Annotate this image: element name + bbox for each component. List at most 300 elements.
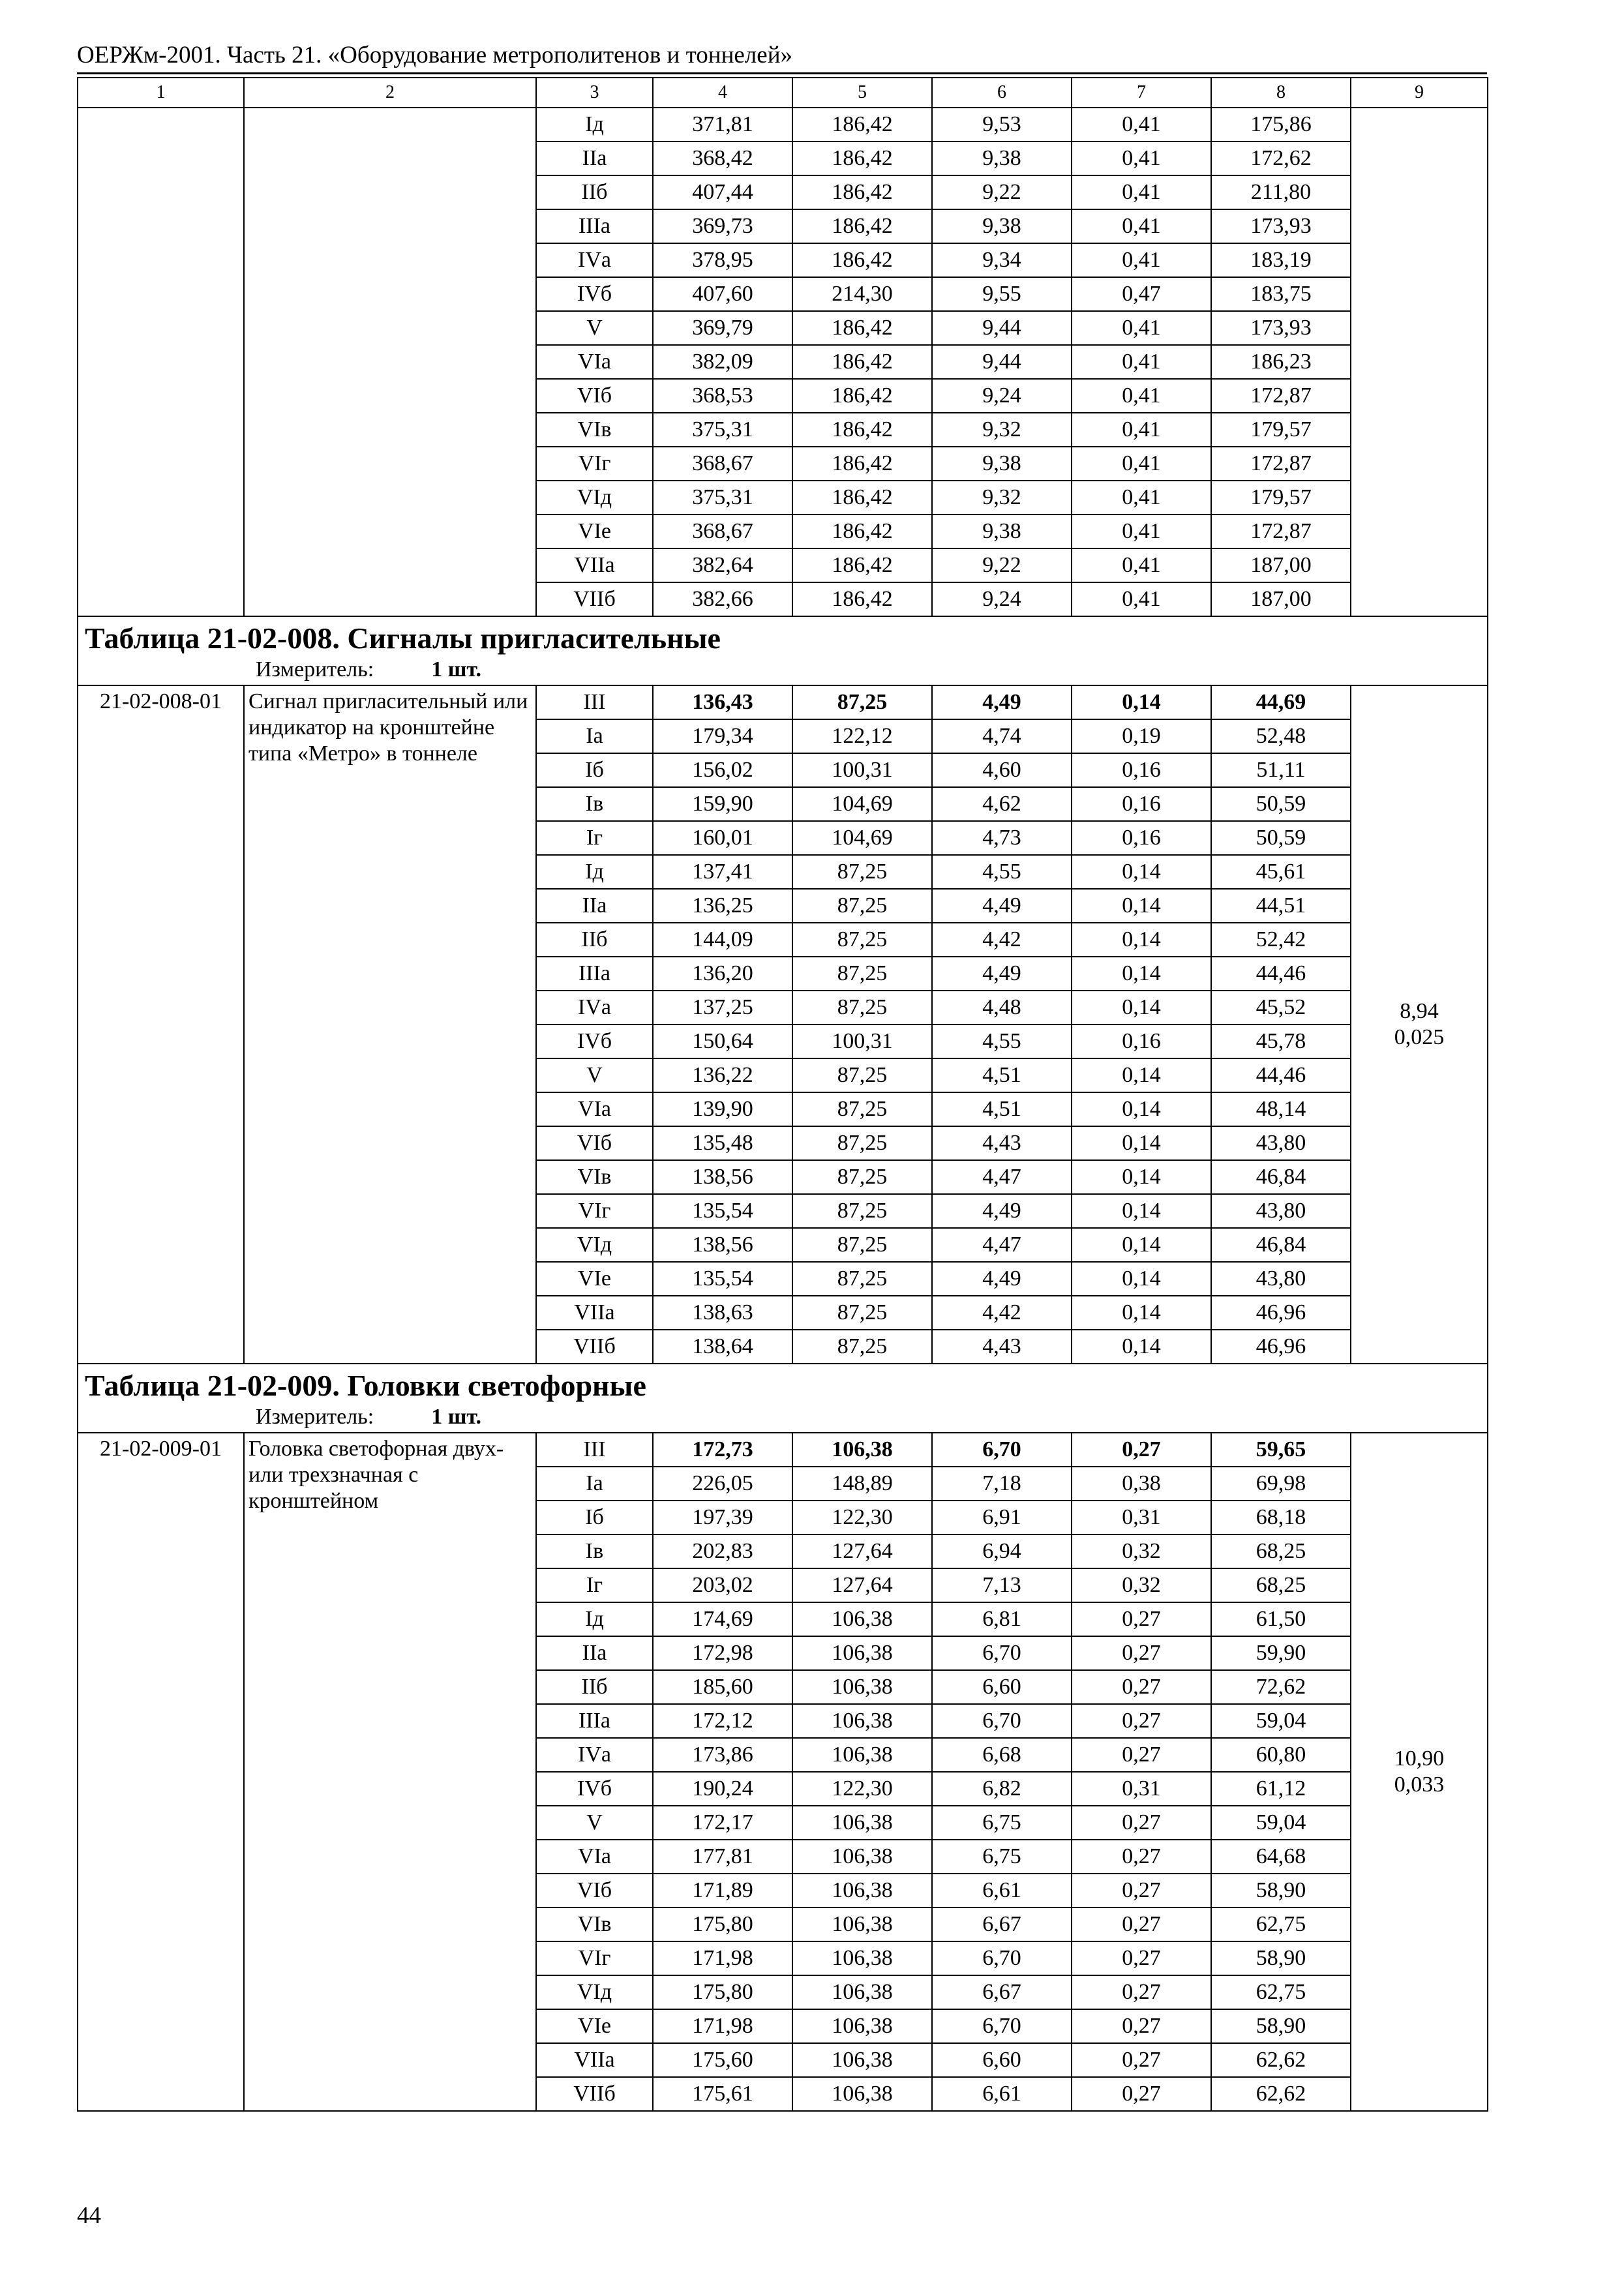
value-cell: 69,98	[1211, 1467, 1351, 1501]
value-cell: 368,67	[653, 447, 792, 481]
value-cell: 171,98	[653, 1941, 792, 1975]
value-cell: 136,22	[653, 1058, 792, 1092]
value-cell: 9,53	[932, 108, 1072, 142]
value-cell: 50,59	[1211, 821, 1351, 855]
value-cell: 187,00	[1211, 582, 1351, 616]
value-cell: 61,12	[1211, 1772, 1351, 1806]
zone-cell: IIа	[536, 889, 653, 923]
value-cell: 185,60	[653, 1670, 792, 1704]
zone-cell: V	[536, 311, 653, 345]
value-cell: 44,51	[1211, 889, 1351, 923]
value-cell: 59,90	[1211, 1636, 1351, 1670]
value-cell: 368,53	[653, 379, 792, 413]
value-cell: 0,14	[1072, 1092, 1211, 1126]
column-number: 9	[1351, 78, 1488, 108]
value-cell: 45,78	[1211, 1025, 1351, 1058]
value-cell: 6,75	[932, 1840, 1072, 1874]
value-cell: 0,27	[1072, 1975, 1211, 2009]
value-cell: 150,64	[653, 1025, 792, 1058]
column-number: 6	[932, 78, 1072, 108]
value-cell: 9,38	[932, 142, 1072, 175]
value-cell: 186,42	[792, 582, 932, 616]
value-cell: 0,27	[1072, 2009, 1211, 2043]
value-cell: 106,38	[792, 2043, 932, 2077]
value-cell: 6,94	[932, 1534, 1072, 1568]
zone-cell: IIа	[536, 1636, 653, 1670]
value-cell: 0,14	[1072, 1058, 1211, 1092]
extra-value: 10,90	[1394, 1746, 1445, 1771]
zone-cell: IIб	[536, 175, 653, 209]
value-cell: 211,80	[1211, 175, 1351, 209]
zone-cell: V	[536, 1806, 653, 1840]
extra-value: 0,025	[1394, 1025, 1445, 1049]
value-cell: 137,25	[653, 991, 792, 1025]
value-cell: 6,91	[932, 1501, 1072, 1534]
value-cell: 59,04	[1211, 1704, 1351, 1738]
value-cell: 9,22	[932, 175, 1072, 209]
value-cell: 136,20	[653, 957, 792, 991]
value-cell: 0,14	[1072, 855, 1211, 889]
value-cell: 64,68	[1211, 1840, 1351, 1874]
value-cell: 44,46	[1211, 1058, 1351, 1092]
value-cell: 179,34	[653, 719, 792, 753]
value-cell: 175,86	[1211, 108, 1351, 142]
value-cell: 9,44	[932, 311, 1072, 345]
value-cell: 183,75	[1211, 277, 1351, 311]
value-cell: 62,62	[1211, 2043, 1351, 2077]
value-cell: 9,22	[932, 548, 1072, 582]
value-cell: 407,44	[653, 175, 792, 209]
value-cell: 203,02	[653, 1568, 792, 1602]
value-cell: 0,14	[1072, 1296, 1211, 1330]
value-cell: 87,25	[792, 923, 932, 957]
value-cell: 44,46	[1211, 957, 1351, 991]
value-cell: 186,42	[792, 481, 932, 515]
zone-cell: IVб	[536, 277, 653, 311]
zone-cell: VIа	[536, 1092, 653, 1126]
value-cell: 9,32	[932, 413, 1072, 447]
value-cell: 45,52	[1211, 991, 1351, 1025]
value-cell: 0,41	[1072, 142, 1211, 175]
value-cell: 0,27	[1072, 1433, 1211, 1467]
zone-cell: III	[536, 685, 653, 719]
value-cell: 58,90	[1211, 1941, 1351, 1975]
zone-cell: Iа	[536, 1467, 653, 1501]
value-cell: 179,57	[1211, 481, 1351, 515]
value-cell: 104,69	[792, 821, 932, 855]
table-title: Таблица 21-02-008. Сигналы пригласительные	[85, 621, 721, 655]
value-cell: 6,70	[932, 1704, 1072, 1738]
column-number: 8	[1211, 78, 1351, 108]
value-cell: 0,41	[1072, 515, 1211, 548]
value-cell: 6,60	[932, 1670, 1072, 1704]
value-cell: 382,64	[653, 548, 792, 582]
value-cell: 186,42	[792, 345, 932, 379]
value-cell: 187,00	[1211, 548, 1351, 582]
value-cell: 87,25	[792, 1058, 932, 1092]
value-cell: 0,16	[1072, 1025, 1211, 1058]
extra-cell	[1351, 1433, 1488, 2111]
value-cell: 4,42	[932, 1296, 1072, 1330]
code-cell: 21-02-009-01	[78, 1433, 244, 2111]
value-cell: 0,16	[1072, 753, 1211, 787]
value-cell: 106,38	[792, 1602, 932, 1636]
zone-cell: VIв	[536, 1160, 653, 1194]
value-cell: 4,49	[932, 957, 1072, 991]
value-cell: 0,27	[1072, 1908, 1211, 1941]
value-cell: 6,81	[932, 1602, 1072, 1636]
value-cell: 72,62	[1211, 1670, 1351, 1704]
zone-cell: IVб	[536, 1025, 653, 1058]
value-cell: 172,87	[1211, 447, 1351, 481]
value-cell: 0,27	[1072, 2077, 1211, 2111]
column-number: 4	[653, 78, 792, 108]
value-cell: 172,98	[653, 1636, 792, 1670]
zone-cell: Iв	[536, 787, 653, 821]
value-cell: 59,65	[1211, 1433, 1351, 1467]
extra-value: 0,033	[1394, 1773, 1445, 1797]
value-cell: 0,14	[1072, 1126, 1211, 1160]
value-cell: 226,05	[653, 1467, 792, 1501]
value-cell: 0,27	[1072, 1704, 1211, 1738]
zone-cell: Iд	[536, 1602, 653, 1636]
value-cell: 0,32	[1072, 1568, 1211, 1602]
value-cell: 106,38	[792, 1738, 932, 1772]
value-cell: 6,70	[932, 1636, 1072, 1670]
zone-cell: VIд	[536, 1228, 653, 1262]
value-cell: 9,34	[932, 243, 1072, 277]
value-cell: 7,18	[932, 1467, 1072, 1501]
value-cell: 139,90	[653, 1092, 792, 1126]
value-cell: 87,25	[792, 1126, 932, 1160]
value-cell: 144,09	[653, 923, 792, 957]
value-cell: 6,68	[932, 1738, 1072, 1772]
value-cell: 122,30	[792, 1501, 932, 1534]
zone-cell: Iб	[536, 1501, 653, 1534]
zone-cell: IIIа	[536, 209, 653, 243]
value-cell: 0,41	[1072, 413, 1211, 447]
value-cell: 87,25	[792, 1160, 932, 1194]
value-cell: 87,25	[792, 1092, 932, 1126]
value-cell: 9,44	[932, 345, 1072, 379]
value-cell: 122,30	[792, 1772, 932, 1806]
zone-cell: IVа	[536, 991, 653, 1025]
value-cell: 4,43	[932, 1126, 1072, 1160]
value-cell: 9,24	[932, 379, 1072, 413]
unit-value: 1 шт.	[431, 657, 482, 681]
value-cell: 172,73	[653, 1433, 792, 1467]
value-cell: 106,38	[792, 1704, 932, 1738]
value-cell: 0,14	[1072, 923, 1211, 957]
value-cell: 61,50	[1211, 1602, 1351, 1636]
value-cell: 0,47	[1072, 277, 1211, 311]
unit-line	[85, 657, 1481, 682]
value-cell: 60,80	[1211, 1738, 1351, 1772]
value-cell: 4,49	[932, 1194, 1072, 1228]
value-cell: 175,80	[653, 1975, 792, 2009]
column-numbers-row	[78, 78, 1488, 108]
value-cell: 0,27	[1072, 1941, 1211, 1975]
value-cell: 0,27	[1072, 1874, 1211, 1908]
table-row	[78, 108, 1488, 142]
zone-cell: VIе	[536, 515, 653, 548]
value-cell: 0,41	[1072, 345, 1211, 379]
value-cell: 4,43	[932, 1330, 1072, 1364]
value-cell: 190,24	[653, 1772, 792, 1806]
value-cell: 106,38	[792, 2009, 932, 2043]
value-cell: 0,27	[1072, 1806, 1211, 1840]
value-cell: 136,43	[653, 685, 792, 719]
value-cell: 6,60	[932, 2043, 1072, 2077]
extra-cell	[1351, 685, 1488, 1364]
value-cell: 4,49	[932, 685, 1072, 719]
section-header	[78, 616, 1488, 685]
value-cell: 46,84	[1211, 1160, 1351, 1194]
value-cell: 4,62	[932, 787, 1072, 821]
value-cell: 375,31	[653, 413, 792, 447]
value-cell: 174,69	[653, 1602, 792, 1636]
table-row	[78, 685, 1488, 719]
extra-value: 8,94	[1400, 999, 1439, 1023]
value-cell: 0,14	[1072, 685, 1211, 719]
value-cell: 382,09	[653, 345, 792, 379]
value-cell: 375,31	[653, 481, 792, 515]
value-cell: 382,66	[653, 582, 792, 616]
zone-cell: VIIа	[536, 1296, 653, 1330]
value-cell: 45,61	[1211, 855, 1351, 889]
value-cell: 106,38	[792, 1433, 932, 1467]
value-cell: 106,38	[792, 2077, 932, 2111]
code-cell: 21-02-008-01	[78, 685, 244, 1364]
price-table	[77, 77, 1488, 2112]
column-number: 5	[792, 78, 932, 108]
table-title: Таблица 21-02-009. Головки светофорные	[85, 1369, 646, 1402]
zone-cell: VIIб	[536, 582, 653, 616]
value-cell: 59,04	[1211, 1806, 1351, 1840]
column-number: 7	[1072, 78, 1211, 108]
value-cell: 4,55	[932, 855, 1072, 889]
zone-cell: Iа	[536, 719, 653, 753]
value-cell: 106,38	[792, 1941, 932, 1975]
value-cell: 6,61	[932, 1874, 1072, 1908]
value-cell: 68,25	[1211, 1534, 1351, 1568]
value-cell: 87,25	[792, 1194, 932, 1228]
section-header-row	[78, 616, 1488, 685]
value-cell: 0,27	[1072, 1840, 1211, 1874]
value-cell: 106,38	[792, 1840, 932, 1874]
value-cell: 159,90	[653, 787, 792, 821]
value-cell: 62,75	[1211, 1908, 1351, 1941]
zone-cell: Iд	[536, 108, 653, 142]
value-cell: 0,41	[1072, 379, 1211, 413]
value-cell: 62,62	[1211, 2077, 1351, 2111]
zone-cell: VIг	[536, 447, 653, 481]
value-cell: 46,84	[1211, 1228, 1351, 1262]
value-cell: 0,19	[1072, 719, 1211, 753]
zone-cell: Iг	[536, 821, 653, 855]
column-number: 1	[78, 78, 244, 108]
value-cell: 0,14	[1072, 1160, 1211, 1194]
value-cell: 0,14	[1072, 991, 1211, 1025]
zone-cell: IIIа	[536, 957, 653, 991]
value-cell: 106,38	[792, 1670, 932, 1704]
value-cell: 43,80	[1211, 1194, 1351, 1228]
value-cell: 6,61	[932, 2077, 1072, 2111]
value-cell: 58,90	[1211, 1874, 1351, 1908]
value-cell: 214,30	[792, 277, 932, 311]
value-cell: 62,75	[1211, 1975, 1351, 2009]
value-cell: 87,25	[792, 1330, 932, 1364]
value-cell: 0,41	[1072, 175, 1211, 209]
value-cell: 50,59	[1211, 787, 1351, 821]
zone-cell: III	[536, 1433, 653, 1467]
zone-cell: VIд	[536, 1975, 653, 2009]
value-cell: 173,93	[1211, 311, 1351, 345]
value-cell: 9,38	[932, 447, 1072, 481]
value-cell: 0,27	[1072, 2043, 1211, 2077]
zone-cell: IVа	[536, 1738, 653, 1772]
value-cell: 0,27	[1072, 1636, 1211, 1670]
zone-cell: VIб	[536, 1126, 653, 1160]
extra-cell	[1351, 108, 1488, 616]
name-cell: Головка светофорная двух- или трехзначная с кронштейном	[244, 1433, 536, 2111]
zone-cell: VIг	[536, 1941, 653, 1975]
value-cell: 0,41	[1072, 548, 1211, 582]
value-cell: 0,14	[1072, 1228, 1211, 1262]
value-cell: 4,47	[932, 1228, 1072, 1262]
value-cell: 0,27	[1072, 1738, 1211, 1772]
value-cell: 43,80	[1211, 1126, 1351, 1160]
column-number: 2	[244, 78, 536, 108]
value-cell: 7,13	[932, 1568, 1072, 1602]
value-cell: 173,86	[653, 1738, 792, 1772]
value-cell: 173,93	[1211, 209, 1351, 243]
value-cell: 175,80	[653, 1908, 792, 1941]
value-cell: 100,31	[792, 1025, 932, 1058]
value-cell: 186,42	[792, 515, 932, 548]
value-cell: 172,62	[1211, 142, 1351, 175]
value-cell: 135,48	[653, 1126, 792, 1160]
value-cell: 6,70	[932, 1433, 1072, 1467]
value-cell: 0,41	[1072, 108, 1211, 142]
value-cell: 0,31	[1072, 1772, 1211, 1806]
value-cell: 0,14	[1072, 1330, 1211, 1364]
zone-cell: IIб	[536, 1670, 653, 1704]
zone-cell: Iб	[536, 753, 653, 787]
value-cell: 87,25	[792, 855, 932, 889]
value-cell: 138,56	[653, 1228, 792, 1262]
zone-cell: VIIа	[536, 548, 653, 582]
value-cell: 6,67	[932, 1908, 1072, 1941]
zone-cell: IVа	[536, 243, 653, 277]
value-cell: 186,42	[792, 311, 932, 345]
value-cell: 172,12	[653, 1704, 792, 1738]
value-cell: 0,14	[1072, 1194, 1211, 1228]
value-cell: 0,41	[1072, 209, 1211, 243]
value-cell: 135,54	[653, 1262, 792, 1296]
value-cell: 186,42	[792, 209, 932, 243]
value-cell: 87,25	[792, 1262, 932, 1296]
value-cell: 0,27	[1072, 1602, 1211, 1636]
value-cell: 4,49	[932, 889, 1072, 923]
value-cell: 6,70	[932, 2009, 1072, 2043]
page-number: 44	[77, 2202, 101, 2229]
name-cell	[244, 108, 536, 616]
value-cell: 127,64	[792, 1534, 932, 1568]
value-cell: 4,49	[932, 1262, 1072, 1296]
value-cell: 186,42	[792, 142, 932, 175]
value-cell: 46,96	[1211, 1296, 1351, 1330]
zone-cell: IIа	[536, 142, 653, 175]
value-cell: 135,54	[653, 1194, 792, 1228]
value-cell: 179,57	[1211, 413, 1351, 447]
value-cell: 87,25	[792, 1228, 932, 1262]
value-cell: 48,14	[1211, 1092, 1351, 1126]
value-cell: 6,75	[932, 1806, 1072, 1840]
value-cell: 52,48	[1211, 719, 1351, 753]
value-cell: 46,96	[1211, 1330, 1351, 1364]
value-cell: 138,63	[653, 1296, 792, 1330]
value-cell: 0,32	[1072, 1534, 1211, 1568]
value-cell: 0,14	[1072, 957, 1211, 991]
value-cell: 186,42	[792, 175, 932, 209]
value-cell: 0,38	[1072, 1467, 1211, 1501]
value-cell: 51,11	[1211, 753, 1351, 787]
value-cell: 122,12	[792, 719, 932, 753]
value-cell: 68,25	[1211, 1568, 1351, 1602]
value-cell: 137,41	[653, 855, 792, 889]
value-cell: 177,81	[653, 1840, 792, 1874]
value-cell: 4,51	[932, 1058, 1072, 1092]
value-cell: 4,47	[932, 1160, 1072, 1194]
value-cell: 148,89	[792, 1467, 932, 1501]
header-rule	[77, 72, 1487, 74]
value-cell: 9,24	[932, 582, 1072, 616]
value-cell: 407,60	[653, 277, 792, 311]
value-cell: 52,42	[1211, 923, 1351, 957]
value-cell: 4,60	[932, 753, 1072, 787]
value-cell: 127,64	[792, 1568, 932, 1602]
value-cell: 186,42	[792, 447, 932, 481]
value-cell: 58,90	[1211, 2009, 1351, 2043]
value-cell: 0,16	[1072, 787, 1211, 821]
value-cell: 175,61	[653, 2077, 792, 2111]
name-cell: Сигнал пригласительный или индикатор на кронштейне типа «Метро» в тоннеле	[244, 685, 536, 1364]
value-cell: 0,41	[1072, 447, 1211, 481]
value-cell: 378,95	[653, 243, 792, 277]
value-cell: 9,38	[932, 209, 1072, 243]
unit-value: 1 шт.	[431, 1405, 482, 1429]
zone-cell: VIе	[536, 1262, 653, 1296]
zone-cell: VIг	[536, 1194, 653, 1228]
value-cell: 44,69	[1211, 685, 1351, 719]
value-cell: 104,69	[792, 787, 932, 821]
page-header: ОЕРЖм-2001. Часть 21. «Оборудование метрополитенов и тоннелей»	[77, 42, 792, 68]
zone-cell: Iд	[536, 855, 653, 889]
value-cell: 9,38	[932, 515, 1072, 548]
value-cell: 138,56	[653, 1160, 792, 1194]
code-cell	[78, 108, 244, 616]
value-cell: 106,38	[792, 1636, 932, 1670]
zone-cell: Iг	[536, 1568, 653, 1602]
value-cell: 6,67	[932, 1975, 1072, 2009]
value-cell: 172,87	[1211, 379, 1351, 413]
value-cell: 6,70	[932, 1941, 1072, 1975]
zone-cell: IIIа	[536, 1704, 653, 1738]
value-cell: 186,23	[1211, 345, 1351, 379]
value-cell: 186,42	[792, 548, 932, 582]
unit-line	[85, 1405, 1481, 1429]
